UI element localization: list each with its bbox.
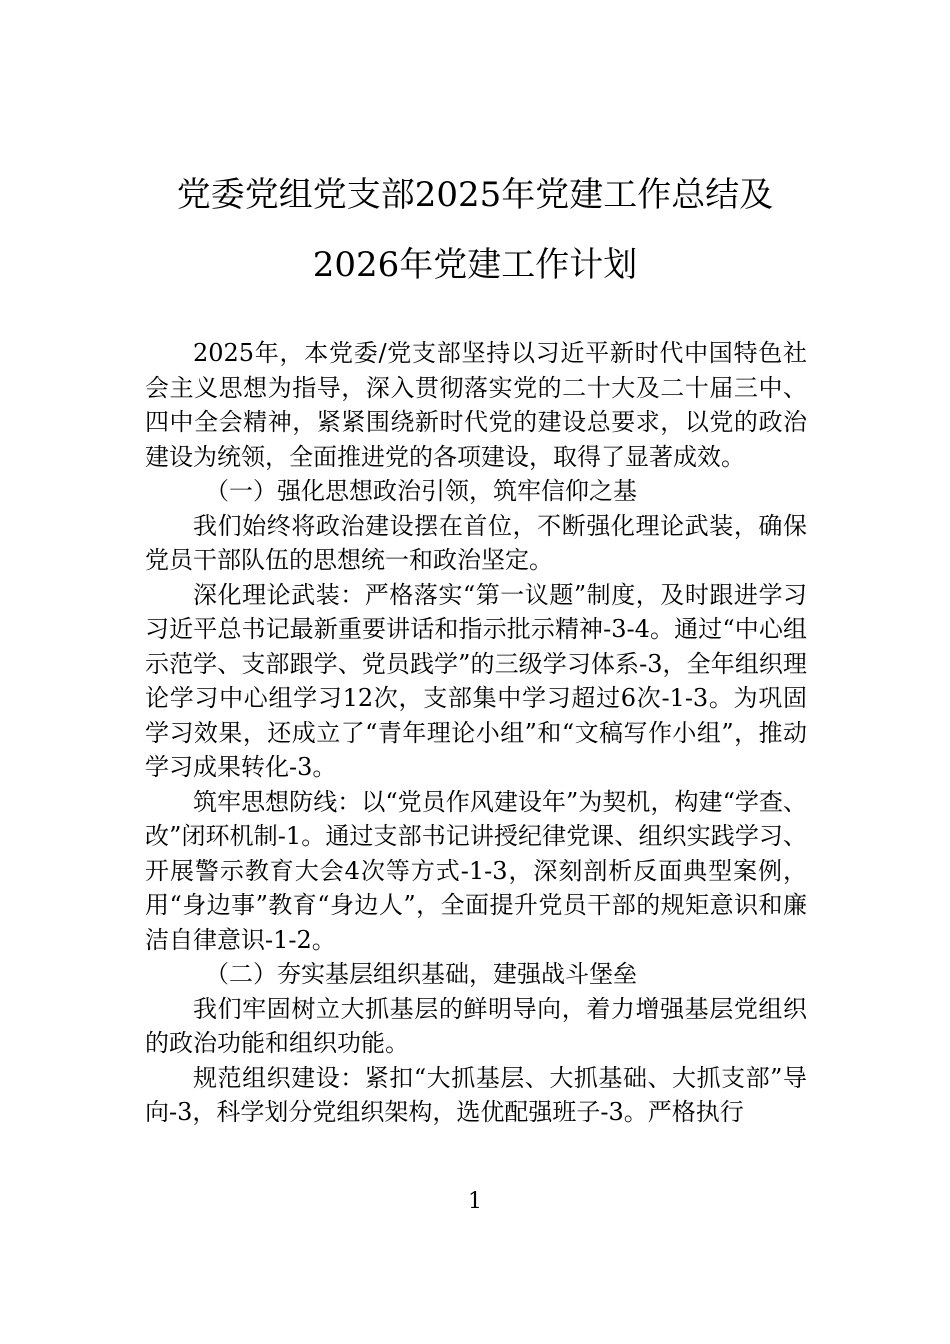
section-1-paragraph-1: 我们始终将政治建设摆在首位，不断强化理论武装，确保党员干部队伍的思想统一和政治坚定。	[145, 511, 807, 574]
section-heading-2: （二）夯实基层组织基础，建强战斗堡垒	[205, 960, 637, 988]
section-1-paragraph-2: 深化理论武装：严格落实“第一议题”制度，及时跟进学习习近平总书记最新重要讲话和指示批示精神-3-4。通过“中心组示范学、支部跟学、党员践学”的三级学习体系-3，全年组织理论学习中心组学习12次，支部集中学习超过6次-1-3。为巩固学习效果，还成立了“青年理论小组”和“文稿写作小组”，推动学习成果转化-3。	[145, 580, 807, 781]
page-number: 1	[468, 1189, 482, 1214]
document-body	[145, 336, 807, 1130]
document-title-line-1: 党委党组党支部2025年党建工作总结及	[176, 175, 774, 215]
section-2-paragraph-2: 规范组织建设：紧扣“大抓基层、大抓基础、大抓支部”导向-3，科学划分党组织架构，选优配强班子-3。严格执行	[145, 1063, 807, 1126]
section-2-paragraph-1: 我们牢固树立大抓基层的鲜明导向，着力增强基层党组织的政治功能和组织功能。	[145, 994, 807, 1057]
intro-paragraph: 2025年，本党委/党支部坚持以习近平新时代中国特色社会主义思想为指导，深入贯彻落实党的二十大及二十届三中、四中全会精神，紧紧围绕新时代党的建设总要求，以党的政治建设为统领，全面推进党的各项建设，取得了显著成效。	[145, 339, 807, 471]
section-heading-1: （一）强化思想政治引领，筑牢信仰之基	[205, 477, 637, 505]
section-1-paragraph-3: 筑牢思想防线：以“党员作风建设年”为契机，构建“学查、改”闭环机制-1。通过支部书记讲授纪律党课、组织实践学习、开展警示教育大会4次等方式-1-3，深刻剖析反面典型案例，用“身边事”教育“身边人”，全面提升党员干部的规矩意识和廉洁自律意识-1-2。	[145, 787, 807, 954]
document-title-line-2: 2026年党建工作计划	[312, 245, 638, 285]
